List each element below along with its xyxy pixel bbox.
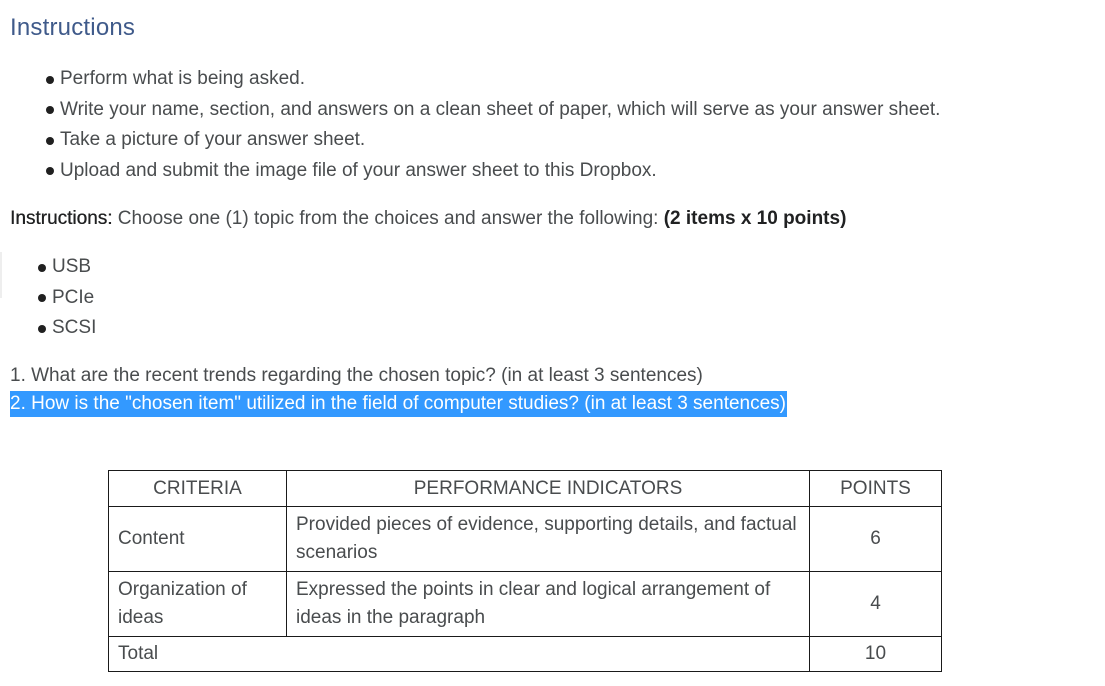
list-item: Perform what is being asked. bbox=[10, 64, 940, 95]
topic-list bbox=[2, 252, 96, 344]
total-row bbox=[109, 637, 942, 672]
list-item: Upload and submit the image file of your answer sheet to this Dropbox. bbox=[10, 156, 940, 187]
general-instructions-list bbox=[10, 64, 940, 186]
topic-item-usb: USB bbox=[2, 252, 96, 283]
total-points: 10 bbox=[810, 637, 942, 672]
question-1: 1. What are the recent trends regarding the chosen topic? (in at least 3 sentences) bbox=[10, 365, 703, 386]
task-points: (2 items x 10 points) bbox=[663, 208, 847, 229]
table-row bbox=[109, 507, 942, 572]
points-cell: 4 bbox=[810, 572, 942, 637]
points-cell: 6 bbox=[810, 507, 942, 572]
header-criteria: CRITERIA bbox=[109, 471, 287, 507]
task-text: Choose one (1) topic from the choices and answer the following: bbox=[112, 208, 664, 229]
indicator-cell: Provided pieces of evidence, supporting details, and factual scenarios bbox=[287, 507, 810, 572]
table-header-row bbox=[109, 471, 942, 507]
task-lead: Instructions: bbox=[10, 208, 113, 229]
table-row bbox=[109, 572, 942, 637]
page-title: Instructions bbox=[10, 14, 136, 41]
question-2-selected[interactable]: 2. How is the "chosen item" utilized in the field of computer studies? (in at least 3 sentences) bbox=[10, 391, 787, 417]
total-label: Total bbox=[109, 637, 810, 672]
task-instructions bbox=[10, 205, 846, 233]
list-item: Write your name, section, and answers on a clean sheet of paper, which will serve as your answer sheet. bbox=[10, 95, 940, 126]
criteria-cell: Content bbox=[109, 507, 287, 572]
indicator-cell: Expressed the points in clear and logical arrangement of ideas in the paragraph bbox=[287, 572, 810, 637]
topic-item-pcie: PCIe bbox=[2, 283, 96, 314]
list-item: Take a picture of your answer sheet. bbox=[10, 125, 940, 156]
header-points: POINTS bbox=[810, 471, 942, 507]
criteria-cell: Organization of ideas bbox=[109, 572, 287, 637]
rubric-table bbox=[108, 470, 942, 672]
header-performance-indicators: PERFORMANCE INDICATORS bbox=[287, 471, 810, 507]
topic-item-scsi: SCSI bbox=[2, 313, 96, 344]
